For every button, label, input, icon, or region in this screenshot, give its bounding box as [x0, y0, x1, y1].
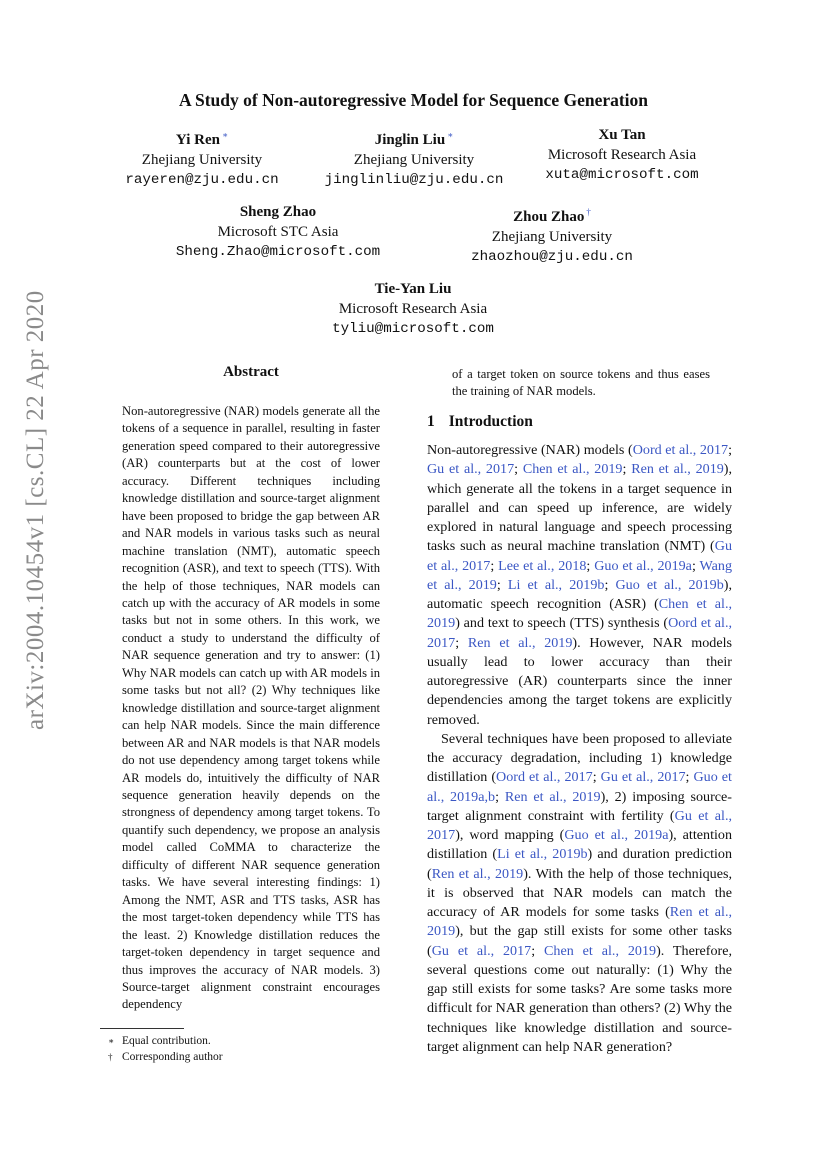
section-number: 1 — [427, 413, 435, 430]
intro-paragraph-2 — [427, 730, 732, 1057]
paragraph-text: ), which generate all the tokens in a target sequence in parallel and can speed up inference, are widely explored in natural language and speech processing tasks such as neural machine translation (NMT) ( — [427, 461, 733, 555]
citation-link[interactable]: Oord et al., 2017 — [632, 442, 729, 458]
citation-link[interactable]: Ren et al., 2019 — [504, 788, 601, 805]
paragraph-text: ), automatic speech recognition (ASR) ( — [427, 576, 732, 612]
author-block — [452, 202, 652, 267]
citation-link[interactable]: Chen et al., 2019 — [427, 596, 732, 632]
author-name: Jinglin Liu — [374, 132, 446, 148]
author-name: Zhou Zhao — [513, 209, 585, 225]
paragraph-text: ; — [495, 788, 505, 805]
footnote-text: Equal contribution. — [122, 1035, 211, 1047]
author-name: Tie-Yan Liu — [374, 281, 452, 297]
footnote-text: Corresponding author — [122, 1051, 223, 1063]
citation-link[interactable]: Guo et al., 2019a — [564, 827, 669, 843]
citation-link[interactable]: Gu et al., 2017 — [427, 807, 732, 843]
author-block — [532, 125, 712, 185]
paper-title: A Study of Non-autoregressive Model for Sequence Generation — [178, 90, 649, 110]
author-email: tyliu@microsoft.com — [332, 321, 494, 337]
paragraph-text: ; — [728, 442, 732, 458]
author-name: Xu Tan — [598, 127, 646, 143]
citation-link[interactable]: Chen et al., 2019 — [544, 942, 657, 959]
author-block — [122, 125, 282, 190]
abstract-continuation: of a target token on source tokens and thus eases the training of NAR models. — [452, 367, 710, 399]
paragraph-text: ). With the help of those techniques, it is observed that NAR models can match the accuracy of AR models for some tasks ( — [427, 865, 732, 920]
paragraph-text: ; — [592, 769, 601, 786]
citation-link[interactable]: Gu et al., 2017 — [427, 461, 515, 478]
paragraph-text: ). Therefore, several questions come out naturally: (1) Why the gap still exists for some tasks? Are some tasks more difficult for NAR generation than others? (2) Why the techniques like knowledge distillation and source-target alignment can help NAR generation? — [427, 942, 732, 1055]
paragraph-text: ; — [531, 942, 545, 959]
paragraph-text: Several techniques have been proposed to alleviate the accuracy degradation, including 1) knowledge distillation ( — [427, 730, 732, 786]
citation-link[interactable]: Chen et al., 2019 — [522, 461, 623, 478]
citation-link[interactable]: Lee et al., 2018 — [498, 557, 587, 574]
citation-link[interactable]: Ren et al., 2019 — [467, 634, 573, 651]
author-block — [314, 125, 514, 190]
citation-link[interactable]: Guo et al., 2019a,b — [427, 769, 732, 805]
author-name: Sheng Zhao — [239, 204, 317, 220]
paragraph-text: ; — [496, 576, 508, 593]
citation-link[interactable]: Wang et al., 2019 — [427, 557, 732, 593]
paragraph-text: ), but the gap still exists for some other tasks ( — [427, 923, 732, 959]
citation-link[interactable]: Gu et al., 2017 — [431, 942, 532, 959]
author-block — [158, 202, 398, 262]
author-email: rayeren@zju.edu.cn — [125, 172, 279, 188]
author-email: xuta@microsoft.com — [545, 167, 699, 183]
author-affiliation: Microsoft Research Asia — [547, 147, 697, 163]
paragraph-text: ; — [586, 557, 595, 574]
citation-link[interactable]: Guo et al., 2019a — [594, 557, 692, 574]
author-affiliation: Microsoft Research Asia — [338, 301, 488, 317]
footnote-rule — [100, 1028, 184, 1029]
paragraph-text: ), attention distillation ( — [427, 827, 732, 863]
abstract-heading: Abstract — [223, 364, 279, 380]
paragraph-text: ; — [455, 634, 468, 651]
author-affiliation: Zhejiang University — [491, 229, 613, 245]
paragraph-text: ), 2) imposing source-target alignment constraint with fertility ( — [427, 788, 732, 824]
footnote-symbol: ∗ — [108, 1036, 115, 1046]
author-name: Yi Ren — [175, 132, 220, 148]
author-block — [313, 279, 513, 339]
introduction-text — [427, 441, 732, 1057]
paragraph-text: ) and text to speech (TTS) synthesis ( — [455, 615, 669, 632]
paragraph-text: ), word mapping ( — [455, 827, 565, 843]
paragraph-text: ; — [514, 461, 523, 478]
arxiv-identifier[interactable]: arXiv:2004.10454v1 [cs.CL] 22 Apr 2020 — [22, 290, 49, 730]
footnote-symbol: † — [108, 1052, 113, 1062]
paragraph-text: ; — [691, 557, 700, 574]
author-email: Sheng.Zhao@microsoft.com — [175, 244, 381, 260]
author-footnote-mark[interactable]: ∗ — [221, 130, 229, 140]
author-email: jinglinliu@zju.edu.cn — [324, 172, 504, 188]
footnotes — [108, 1033, 223, 1065]
paragraph-text: ) and duration prediction ( — [427, 846, 732, 882]
intro-paragraph-1 — [427, 441, 732, 730]
author-footnote-mark[interactable]: ∗ — [447, 130, 454, 140]
paragraph-text: ; — [622, 461, 632, 478]
author-email: zhaozhou@zju.edu.cn — [471, 249, 633, 265]
paragraph-text: ; — [685, 769, 694, 786]
author-footnote-mark[interactable]: † — [586, 207, 591, 217]
paragraph-text: ). However, NAR models usually lead to lower accuracy than their autoregressive (AR) counterparts since the inner dependencies among the target tokens are explicitly removed. — [427, 634, 732, 728]
paragraph-text: ; — [604, 576, 616, 593]
footnote-equal-contribution — [108, 1033, 223, 1049]
citation-link[interactable]: Gu et al., 2017 — [600, 769, 686, 786]
abstract-text: Non-autoregressive (NAR) models generate all the tokens of a sequence in parallel, resulting in faster generation speed compared to their autoregressive (AR) counterparts but at the cost of lower accuracy. Different techniques including knowledge distillation and source-target alignment have been proposed to bridge the gap between AR and NAR models in various tasks such as neural machine translation (NMT), automatic speech recognition (ASR), and text to speech (TTS). With the help of those techniques, NAR models can catch up with the accuracy of AR models in some tasks but not in some others. In this work, we conduct a study to understand the difficulty of NAR sequence generation and try to answer: (1) Why NAR models can catch up with AR models in some tasks but not all? (2) Why techniques like knowledge distillation and source-target alignment can help NAR models. Since the main difference between AR and NAR models is that NAR models do not use dependency among target tokens while AR models do, intuitively the difficulty of NAR sequence generation heavily depends on the strongness of dependency among target tokens. To quantify such dependency, we propose an analysis model called CoMMA to characterize the difficulty of different NAR sequence generation tasks. We have several interesting findings: 1) Among the NMT, ASR and TTS tasks, ASR has the most target-token dependency while TTS has the least. 2) Knowledge distillation reduces the target-token dependency in target sequence and thus improves the accuracy of NAR models. 3) Source-target alignment constraint encourages dependency — [122, 404, 380, 1012]
citation-link[interactable]: Li et al., 2019b — [497, 846, 588, 863]
paragraph-text: Non-autoregressive (NAR) models ( — [427, 442, 633, 458]
citation-link[interactable]: Ren et al., 2019 — [427, 904, 733, 940]
author-affiliation: Microsoft STC Asia — [217, 224, 339, 240]
citation-link[interactable]: Oord et al., 2017 — [496, 769, 593, 786]
paragraph-text: ; — [490, 557, 499, 574]
author-affiliation: Zhejiang University — [353, 152, 475, 168]
citation-link[interactable]: Ren et al., 2019 — [631, 461, 724, 478]
citation-link[interactable]: Guo et al., 2019b — [615, 576, 724, 593]
section-heading-introduction — [427, 413, 533, 431]
citation-link[interactable]: Li et al., 2019b — [507, 576, 605, 593]
citation-link[interactable]: Ren et al., 2019 — [431, 865, 524, 882]
footnote-corresponding-author — [108, 1049, 223, 1065]
section-title: Introduction — [448, 413, 533, 430]
author-affiliation: Zhejiang University — [141, 152, 263, 168]
citation-link[interactable]: Gu et al., 2017 — [427, 538, 732, 574]
citation-link[interactable]: Oord et al., 2017 — [427, 615, 733, 651]
